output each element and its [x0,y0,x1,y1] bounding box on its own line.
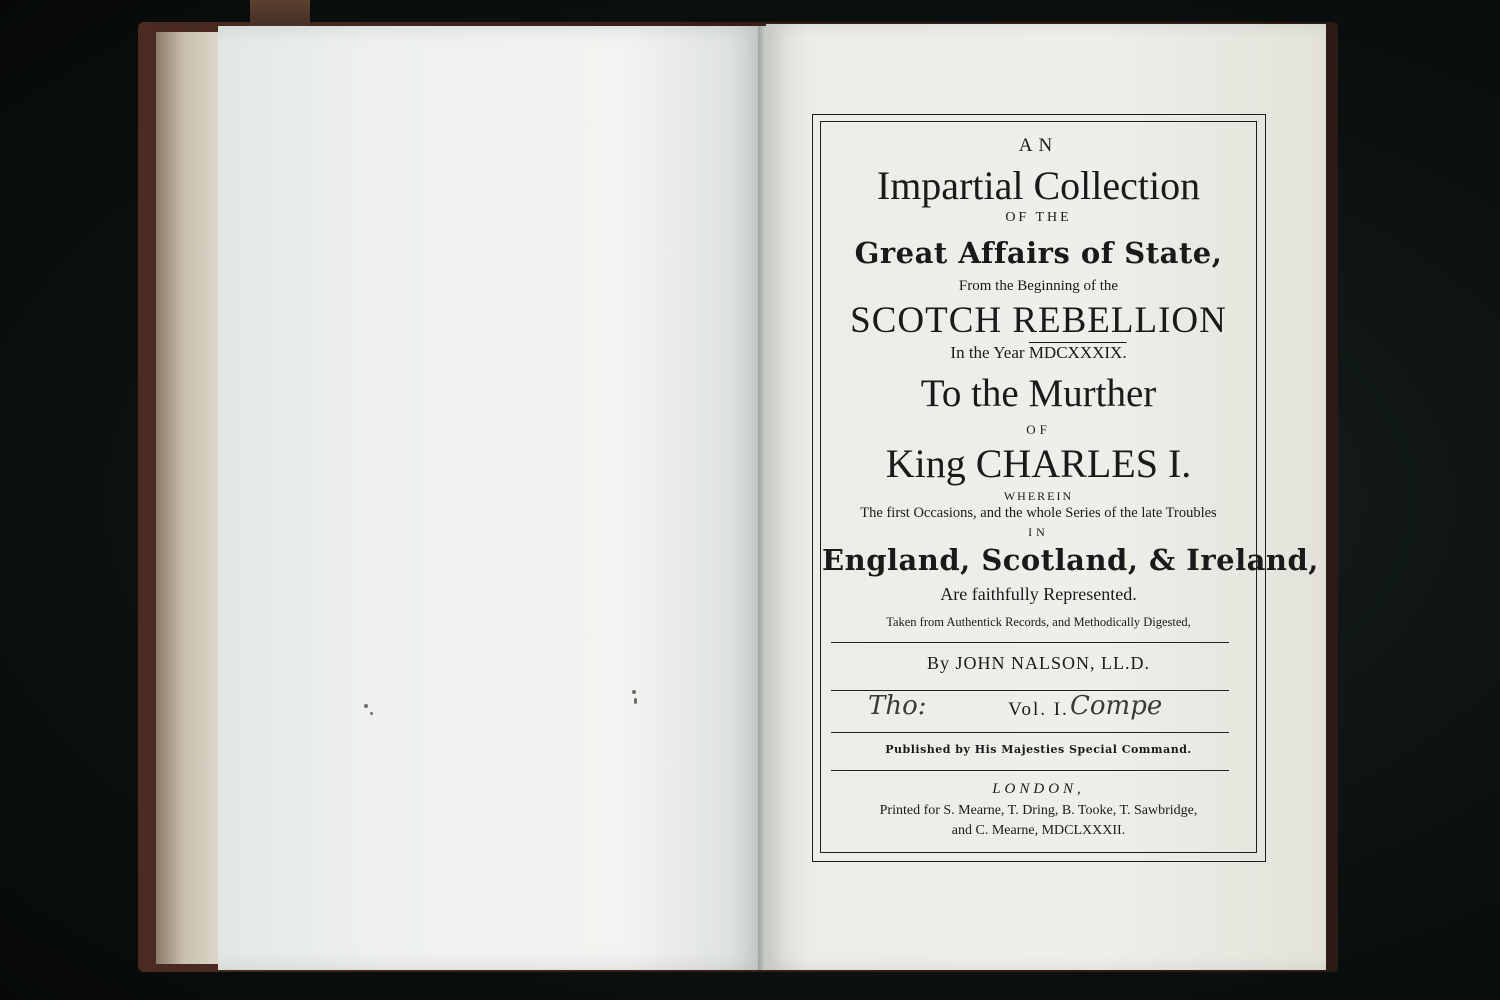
rule-4 [831,770,1229,771]
title-line-1: Impartial Collection [876,163,1201,208]
title-volume: Vol. I. [1008,699,1069,720]
title-line-2: Great Affairs of State, [854,236,1223,270]
title-year-line [822,344,1255,361]
title-an: AN [1018,135,1059,156]
rule-3 [831,732,1229,733]
title-in-the-year: In the Year [950,343,1025,362]
left-blank-page [218,26,762,970]
title-of-the: OF THE [1005,210,1072,225]
ownership-signature-right: Compe [1070,691,1163,721]
title-to-the-murther: To the Murther [920,372,1157,415]
page-speck [634,698,637,704]
imprint-date: and C. Mearne, MDCLXXXII. [951,823,1126,838]
title-year-roman: MDCXXXIX. [1028,343,1127,362]
title-from: From the Beginning of the [958,278,1119,294]
title-occasions: The first Occasions, and the whole Series of the late Troubles [860,505,1217,521]
title-published-by: Published by His Majesties Special Command. [885,743,1192,756]
title-taken-from: Taken from Authentick Records, and Methodically Digested, [886,615,1191,629]
title-faithfully: Are faithfully Represented. [940,584,1137,604]
title-author: By JOHN NALSON, LL.D. [927,653,1150,673]
page-speck [370,712,373,715]
title-of: OF [1026,422,1051,437]
title-in: IN [1028,525,1049,539]
imprint-london: LONDON, [992,781,1085,797]
page-speck [364,704,368,708]
title-king-charles: King CHARLES I. [885,441,1192,486]
page-speck [632,690,636,694]
title-wherein: WHEREIN [1003,489,1074,503]
rule-1 [831,642,1229,643]
title-scotch-rebellion: SCOTCH REBELLION [850,300,1227,341]
title-countries: England, Scotland, & Ireland, [822,543,1319,577]
imprint-printers: Printed for S. Mearne, T. Dring, B. Tooke, T. Sawbridge, [879,803,1198,818]
ownership-signature-left: Tho: [868,691,927,721]
